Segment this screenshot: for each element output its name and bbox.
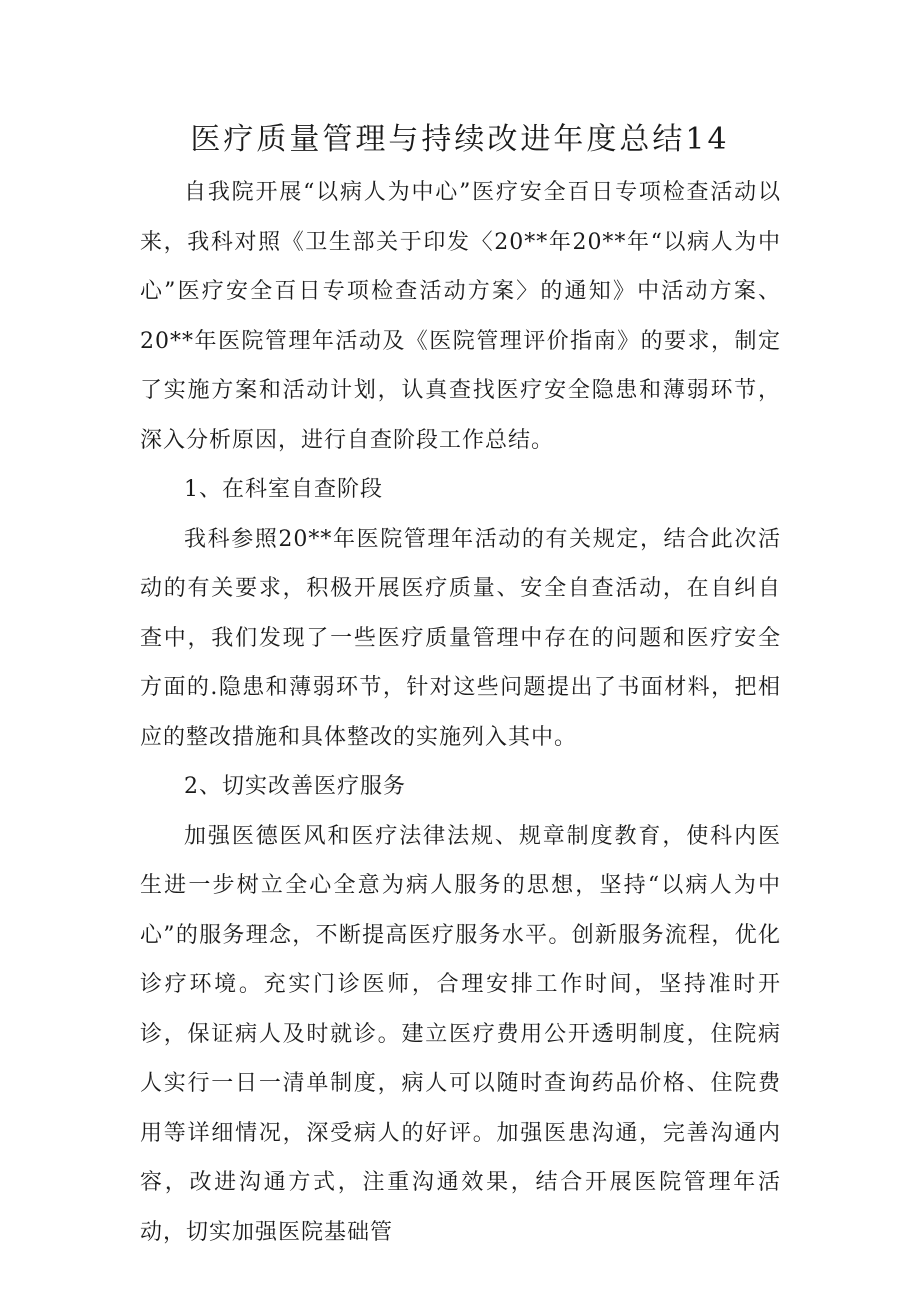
paragraph-section-1: 我科参照20**年医院管理年活动的有关规定，结合此次活动的有关要求，积极开展医疗质量、安全自查活动，在自纠自查中，我们发现了一些医疗质量管理中存在的问题和医疗安全方面的.隐患和薄弱环节，针对这些问题提出了书面材料，把相应的整改措施和具体整改的实施列入其中。 — [140, 526, 781, 750]
paragraph-section-2: 加强医德医风和医疗法律法规、规章制度教育，使科内医生进一步树立全心全意为病人服务的思想，坚持“以病人为中心”的服务理念，不断提高医疗服务水平。创新服务流程，优化诊疗环境。充实门诊医师，合理安排工作时间，坚持准时开诊，保证病人及时就诊。建立医疗费用公开透明制度，住院病人实行一日一清单制度，病人可以随时查询药品价格、住院费用等详细情况，深受病人的好评。加强医患沟通，完善沟通内容，改进沟通方式，注重沟通效果，结合开展医院管理年活动，切实加强医院基础管 — [140, 823, 781, 1245]
document-title: 医疗质量管理与持续改进年度总结14 — [190, 122, 730, 157]
document-body — [140, 168, 781, 1257]
section-heading-2: 2、切实改善医疗服务 — [184, 774, 406, 799]
paragraph-intro: 自我院开展“以病人为中心”医疗安全百日专项检查活动以来，我科对照《卫生部关于印发〈20**年20**年“以病人为中心”医疗安全百日专项检查活动方案〉的通知》中活动方案、20**年医院管理年活动及《医院管理评价指南》的要求，制定了实施方案和活动计划，认真查找医疗安全隐患和薄弱环节，深入分析原因，进行自查阶段工作总结。 — [140, 180, 781, 453]
section-heading-1: 1、在科室自查阶段 — [184, 477, 383, 502]
